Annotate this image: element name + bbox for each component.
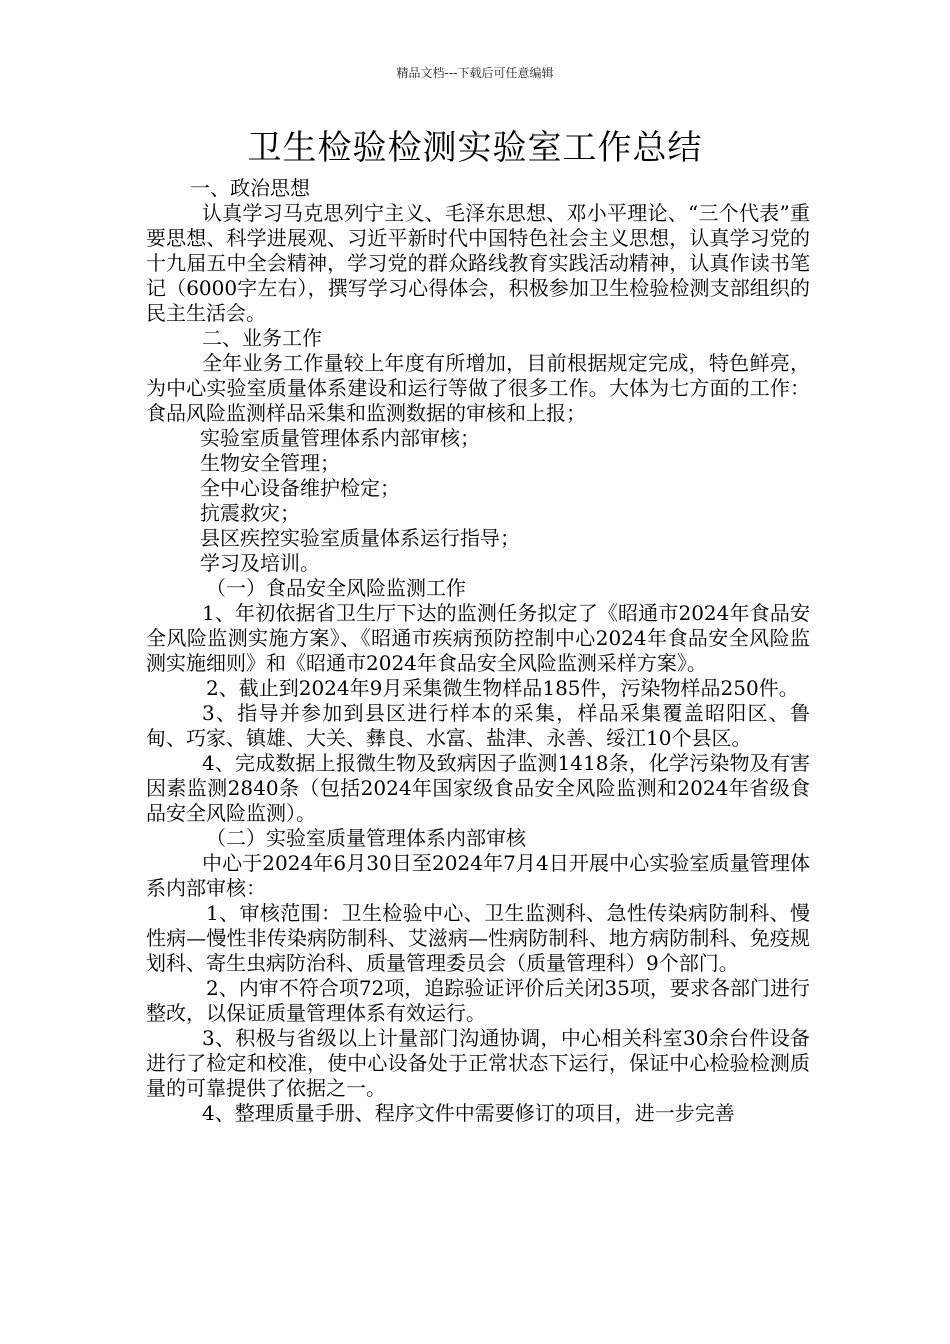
food-item: 3、指导并参加到县区进行样本的采集，样品采集覆盖昭阳区、鲁甸、巧家、镇雄、大关、彝良、水富、盐津、永善、绥江10个县区。 <box>146 701 810 750</box>
subsection-heading-quality-audit: （二）实验室质量管理体系内部审核 <box>206 826 526 850</box>
document-title: 卫生检验检测实验室工作总结 <box>247 128 703 168</box>
audit-item: 3、积极与省级以上计量部门沟通协调，中心相关科室30余台件设备进行了检定和校准，使中心设备处于正常状态下运行，保证中心检验检测质量的可靠提供了依据之一。 <box>146 1026 810 1100</box>
food-item: 2、截止到2024年9月采集微生物样品185件，污染物样品250件。 <box>206 676 799 700</box>
list-item: 生物安全管理； <box>200 451 340 475</box>
paragraph-business: 全年业务工作量较上年度有所增加，目前根据规定完成，特色鲜亮，为中心实验室质量体系建设和运行等做了很多工作。大体为七方面的工作：食品风险监测样品采集和监测数据的审核和上报； <box>146 351 810 425</box>
document-body <box>146 176 810 1126</box>
section-heading-politics: 一、政治思想 <box>190 176 310 200</box>
paragraph-quality-audit-intro: 中心于2024年6月30日至2024年7月4日开展中心实验室质量管理体系内部审核： <box>146 851 810 900</box>
list-item: 全中心设备维护检定； <box>200 476 400 500</box>
page-header: 精品文档---下载后可任意编辑 <box>396 66 554 80</box>
subsection-heading-food-safety: （一）食品安全风险监测工作 <box>206 576 466 600</box>
audit-item: 4、整理质量手册、程序文件中需要修订的项目，进一步完善 <box>202 1101 735 1125</box>
food-item: 4、完成数据上报微生物及致病因子监测1418条，化学污染物及有害因素监测2840条（包括2024年国家级食品安全风险监测和2024年省级食品安全风险监测）。 <box>146 751 810 825</box>
food-item: 1、年初依据省卫生厅下达的监测任务拟定了《昭通市2024年食品安全风险监测实施方案》、《昭通市疾病预防控制中心2024年食品安全风险监测实施细则》和《昭通市2024年食品安全风险监测采样方案》。 <box>146 601 810 675</box>
audit-item: 1、审核范围：卫生检验中心、卫生监测科、急性传染病防制科、慢性病—慢性非传染病防制科、艾滋病—性病防制科、地方病防制科、免疫规划科、寄生虫病防治科、质量管理委员会（质量管理科）9个部门。 <box>146 901 810 975</box>
list-item: 县区疾控实验室质量体系运行指导； <box>200 526 520 550</box>
paragraph-politics: 认真学习马克思列宁主义、毛泽东思想、邓小平理论、“三个代表”重要思想、科学进展观、习近平新时代中国特色社会主义思想，认真学习党的十九届五中全会精神，学习党的群众路线教育实践活动精神，认真作读书笔记（6000字左右），撰写学习心得体会，积极参加卫生检验检测支部组织的民主生活会。 <box>146 201 810 325</box>
list-item: 实验室质量管理体系内部审核； <box>200 426 480 450</box>
section-heading-business: 二、业务工作 <box>202 326 322 350</box>
audit-item: 2、内审不符合项72项，追踪验证评价后关闭35项，要求各部门进行整改，以保证质量管理体系有效运行。 <box>146 976 810 1025</box>
list-item: 抗震救灾； <box>200 501 300 525</box>
list-item: 学习及培训。 <box>200 551 320 575</box>
